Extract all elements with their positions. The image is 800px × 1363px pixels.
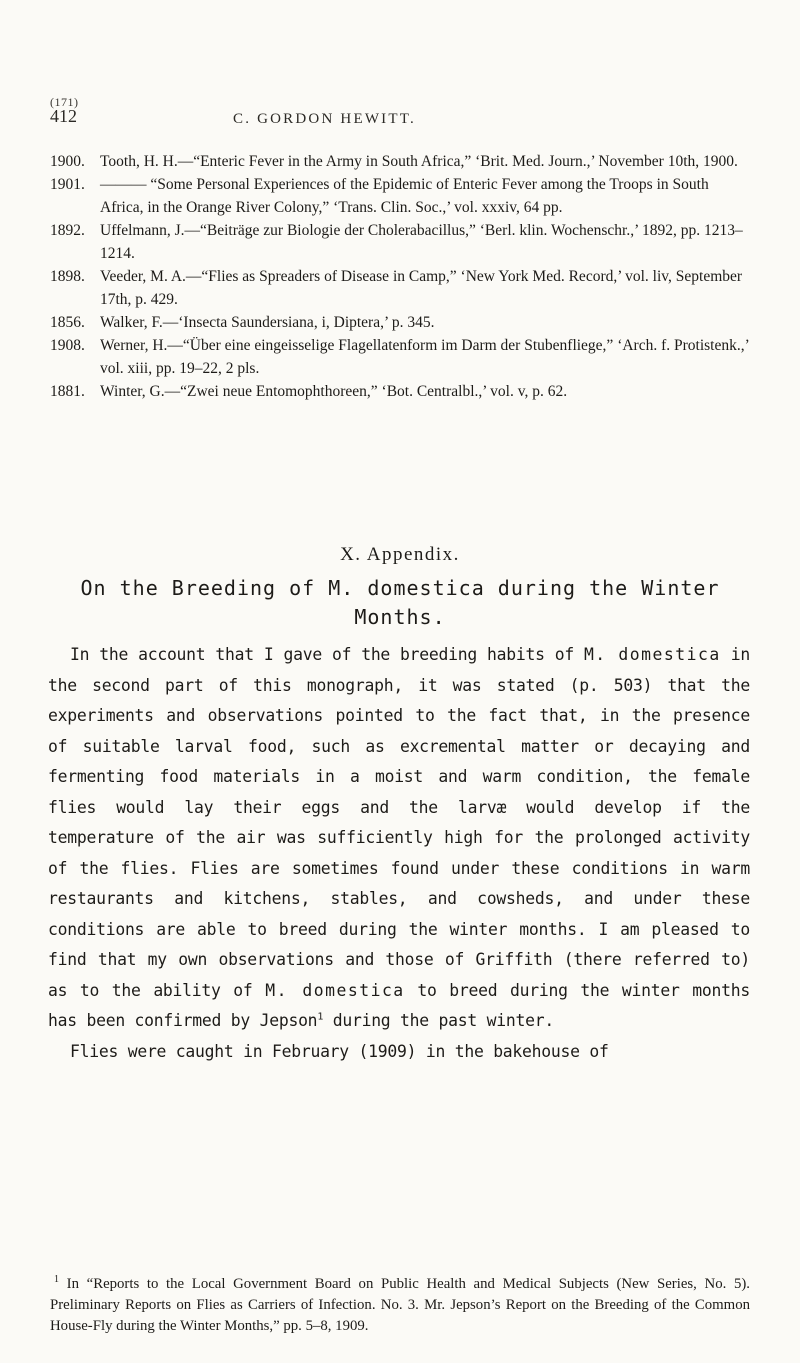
reference-year: 1881. [50, 383, 85, 400]
running-head: C. GORDON HEWITT. [233, 111, 416, 127]
reference-year: 1908. [50, 337, 85, 354]
text-run: to breed during the winter months has been confirmed by Jepson [48, 980, 750, 1030]
page-marker: (171) [50, 95, 79, 109]
reference-text: Werner, H.—“Über eine eingeisselige Flagellatenform im Darm der Stubenfliege,” ‘Arch. f. Protistenk.,’ vol. xiii, pp. 19–22, 2 pls. [100, 337, 749, 377]
reference-entry [50, 311, 750, 334]
reference-entry [50, 150, 750, 173]
reference-text: Uffelmann, J.—“Beiträge zur Biologie der Cholerabacillus,” ‘Berl. klin. Wochenschr.,’ 1892, pp. 1213–1214. [100, 222, 743, 262]
section-heading: X. Appendix. [340, 544, 460, 565]
paragraph [48, 1037, 750, 1068]
reference-text: ——— “Some Personal Experiences of the Epidemic of Enteric Fever among the Troops in South Africa, in the Orange River Colony,” ‘Trans. Clin. Soc.,’ vol. xxxiv, 64 pp. [100, 176, 709, 216]
reference-entry [50, 219, 750, 265]
reference-text: Tooth, H. H.—“Enteric Fever in the Army in South Africa,” ‘Brit. Med. Journ.,’ November 10th, 1900. [100, 153, 738, 170]
reference-entry [50, 265, 750, 311]
appendix-title: On the Breeding of M. domestica during the Winter Months. [80, 576, 720, 629]
reference-text: Winter, G.—“Zwei neue Entomophthoreen,” ‘Bot. Centralbl.,’ vol. v, p. 62. [100, 383, 568, 400]
paragraph [48, 640, 750, 1037]
footnote-text: In “Reports to the Local Government Board on Public Health and Medical Subjects (New Series, No. 5). Preliminary Reports on Flies as Carriers of Infection. No. 3. Mr. Jepson’s Report on the Breeding of the Common House-Fly during the Winter Months,” pp. 5–8, 1909. [50, 1276, 750, 1334]
text-run: Flies were caught in February (1909) in the bakehouse of [70, 1041, 609, 1061]
reference-entry [50, 380, 750, 403]
footnote [50, 1274, 750, 1337]
reference-year: 1892. [50, 222, 85, 239]
species-name: M. domestica [583, 645, 721, 664]
reference-entry [50, 173, 750, 219]
species-name: M. domestica [265, 980, 405, 1000]
reference-year: 1856. [50, 314, 85, 331]
reference-year: 1898. [50, 268, 85, 285]
text-run: In the account that I gave of the breeding habits of [70, 645, 574, 664]
text-run: during the past winter. [332, 1011, 554, 1030]
page-number: 412 [50, 106, 77, 126]
reference-text: Veeder, M. A.—“Flies as Spreaders of Disease in Camp,” ‘New York Med. Record,’ vol. liv, September 17th, p. 429. [100, 268, 743, 308]
reference-year: 1901. [50, 176, 85, 193]
body-text [48, 640, 750, 1067]
footnote-reference: 1 [317, 1011, 324, 1023]
footnote-mark: 1 [54, 1274, 59, 1286]
reference-entry [50, 334, 750, 380]
reference-list [50, 150, 750, 403]
reference-year: 1900. [50, 153, 85, 170]
text-run: in the second part of this monograph, it was stated (p. 503) that the experiments and observations pointed to the fact that, in the presence of suitable larval food, such as excremental matter or decaying and fermenting food materials in a moist and warm condition, the female flies would lay their eggs and the larvæ would develop if the temperature of the air was sufficiently high for the prolonged activity of the flies. Flies are sometimes found under these conditions in warm restaurants and kitchens, stables, and cowsheds, and under these conditions are able to breed during the winter months. I am pleased to find that my own observations and those of Griffith (there referred to) as to the ability of [48, 645, 750, 1000]
reference-text: Walker, F.—‘Insecta Saundersiana, i, Diptera,’ p. 345. [100, 314, 435, 331]
